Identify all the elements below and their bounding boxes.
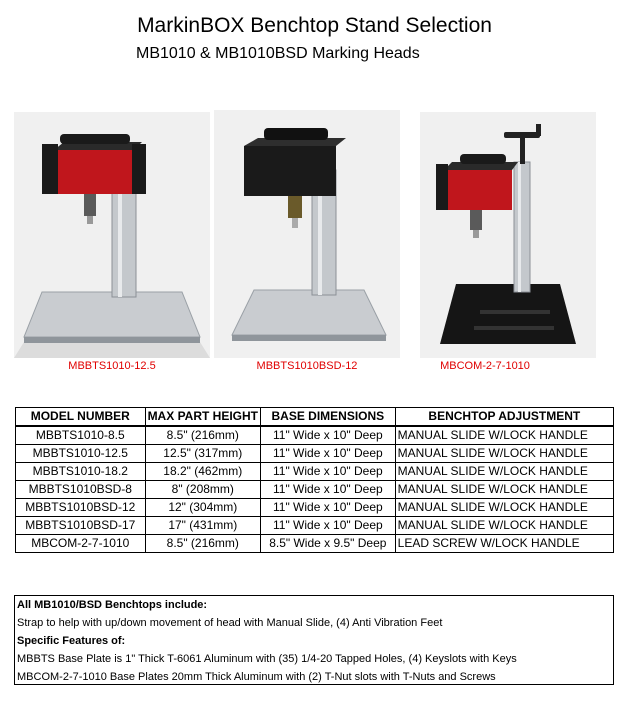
specific-features-heading: Specific Features of: (17, 635, 126, 647)
table-cell: 8.5" (216mm) (145, 426, 260, 445)
table-header-row (16, 408, 614, 427)
table-cell: 8.5" Wide x 9.5" Deep (261, 535, 396, 553)
table-cell: MANUAL SLIDE W/LOCK HANDLE (395, 499, 613, 517)
product-photo-mbcom-2-7-1010 (420, 112, 596, 358)
table-cell: MANUAL SLIDE W/LOCK HANDLE (395, 426, 613, 445)
table-cell: 11" Wide x 10" Deep (261, 463, 396, 481)
table-cell: MANUAL SLIDE W/LOCK HANDLE (395, 481, 613, 499)
table-cell: 11" Wide x 10" Deep (261, 499, 396, 517)
table-row (16, 426, 614, 445)
product-caption: MBBTS1010BSD-12 (256, 360, 358, 372)
table-cell: MBBTS1010-18.2 (16, 463, 146, 481)
table-cell: 8.5" (216mm) (145, 535, 260, 553)
table-row (16, 463, 614, 481)
table-cell: 11" Wide x 10" Deep (261, 517, 396, 535)
table-row (16, 517, 614, 535)
features-box (14, 595, 614, 685)
product-photo-mbbts1010bsd-12 (214, 110, 400, 358)
column-header-base: BASE DIMENSIONS (261, 408, 396, 427)
table-cell: MANUAL SLIDE W/LOCK HANDLE (395, 463, 613, 481)
table-cell: MANUAL SLIDE W/LOCK HANDLE (395, 517, 613, 535)
table-cell: MBCOM-2-7-1010 (16, 535, 146, 553)
features-line: MBBTS Base Plate is 1" Thick T-6061 Aluminum with (35) 1/4-20 Tapped Holes, (4) Keyslots with Keys (17, 653, 517, 665)
table-cell: 11" Wide x 10" Deep (261, 481, 396, 499)
table-cell: 11" Wide x 10" Deep (261, 445, 396, 463)
spec-table (15, 407, 614, 553)
table-cell: 12" (304mm) (145, 499, 260, 517)
table-row (16, 535, 614, 553)
column-header-adjustment: BENCHTOP ADJUSTMENT (395, 408, 613, 427)
page-title: MarkinBOX Benchtop Stand Selection (137, 14, 492, 37)
column-header-height: MAX PART HEIGHT (145, 408, 260, 427)
table-cell: MBBTS1010-8.5 (16, 426, 146, 445)
table-row (16, 481, 614, 499)
table-cell: 11" Wide x 10" Deep (261, 426, 396, 445)
features-line: Strap to help with up/down movement of head with Manual Slide, (4) Anti Vibration Feet (17, 617, 443, 629)
table-cell: MANUAL SLIDE W/LOCK HANDLE (395, 445, 613, 463)
table-cell: MBBTS1010-12.5 (16, 445, 146, 463)
table-cell: 18.2" (462mm) (145, 463, 260, 481)
product-photo-mbbts1010-12-5 (14, 112, 210, 358)
product-caption: MBCOM-2-7-1010 (440, 360, 530, 372)
table-cell: MBBTS1010BSD-17 (16, 517, 146, 535)
table-row (16, 445, 614, 463)
features-line: MBCOM-2-7-1010 Base Plates 20mm Thick Aluminum with (2) T-Nut slots with T-Nuts and Screws (17, 671, 496, 683)
product-caption: MBBTS1010-12.5 (68, 360, 156, 372)
page-subtitle: MB1010 & MB1010BSD Marking Heads (136, 45, 420, 62)
table-cell: MBBTS1010BSD-8 (16, 481, 146, 499)
table-cell: MBBTS1010BSD-12 (16, 499, 146, 517)
column-header-model: MODEL NUMBER (16, 408, 146, 427)
table-cell: 17" (431mm) (145, 517, 260, 535)
table-row (16, 499, 614, 517)
table-cell: 12.5" (317mm) (145, 445, 260, 463)
table-cell: LEAD SCREW W/LOCK HANDLE (395, 535, 613, 553)
table-cell: 8" (208mm) (145, 481, 260, 499)
features-heading: All MB1010/BSD Benchtops include: (17, 599, 208, 611)
